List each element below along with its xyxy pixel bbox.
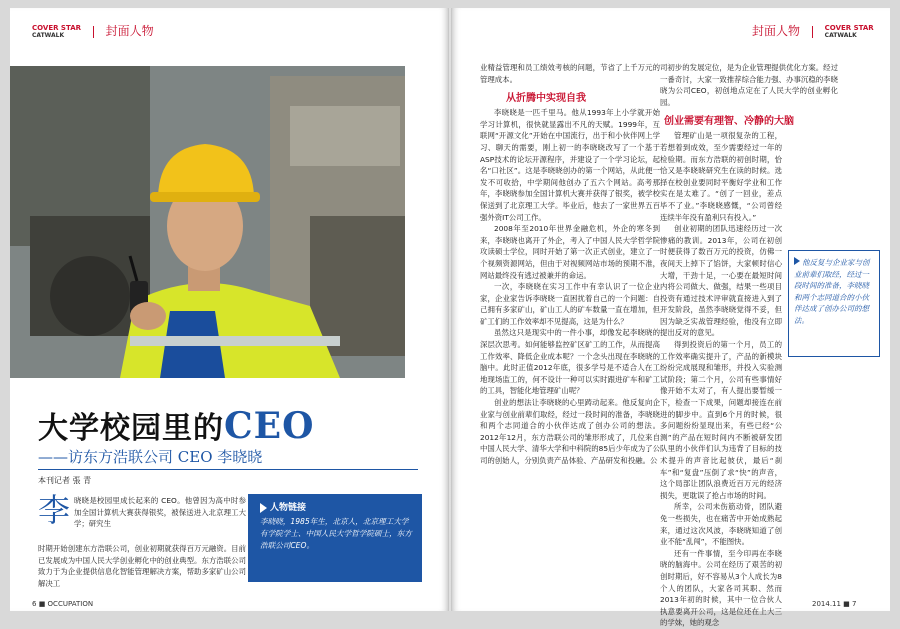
pull-quote: 他反复与企业家与创业前辈们取经，经过一段时间的准备，李晓晓和两个志同道合的小伙伴达成了创办公司的想法。	[788, 250, 880, 357]
cover-star-label: COVER STAR CATWALK	[32, 23, 82, 39]
header-divider	[812, 26, 813, 38]
article-subtitle: ——访东方浩联公司 CEO 李晓晓	[38, 448, 263, 466]
section-heading-1: 从折腾中实现自我	[506, 93, 586, 105]
section-label: 封面人物	[105, 24, 154, 38]
article-title: 大学校园里的CEO	[38, 405, 315, 447]
col1-p0: 业精益管理和员工绩效考核的问题，节省了上千万元的管理成本。	[480, 63, 660, 84]
arrow-icon	[260, 503, 267, 513]
col1-p5: 创业的想法让李晓晓的心里踌动起来。他反复向企业家与创业前辈们取经，经过一段时间的准备，李晓晓和两个志同道合的小伙伴达成了创办公司的想法。2012年12月，东方浩联公司的雏形形成了，几位来自中国人民大学、清华大学和中科院的85后少年成为了公司的创始人，分别负责产品体验、产品研发和投融。公	[480, 398, 660, 465]
quote-marker-icon	[794, 257, 800, 265]
column-1	[480, 62, 660, 467]
col1-p2: 2008年至2010年世界金融危机，外企的寒冬到来，李晓晓也离开了外企，考入了中国人民大学哲学院攻读硕士学位，同时开始了第一次正式创业，建立了一个视频资源网站，但由于对视频网站市场的预期不准，网站最终没有逃过被兼并的命运。	[480, 224, 660, 280]
left-footer: 6 ■ OCCUPATION	[32, 600, 94, 608]
left-header	[32, 22, 154, 40]
col1-p3: 一次，李晓晓在实习工作中有幸认识了一位企业家，企业家告诉李晓晓一直困扰着自己的一个问题：自己拥有多家矿山，矿山工人的矿车数量一直在增加，但矿工们的工作效率却不见提高，这是为什么？	[480, 282, 660, 326]
intro-paragraph-1: 晓晓是校园里成长起来的 CEO。他曾因为高中时参加全国计算机大赛获得银奖，被保送进入北京理工大学；研究生	[74, 496, 246, 529]
cover-star-label: COVER STAR CATWALK	[824, 23, 874, 39]
left-page	[10, 8, 448, 611]
link-box-text: 李晓晓，1985年生，北京人，北京理工大学有学院学士、中国人民大学哲学院硕士，东方浩联公司CEO。	[260, 517, 412, 550]
title-rule	[38, 469, 418, 470]
col2-p1: 管理矿山是一项很复杂的工程，若想着到成效，至少需要经过一年的检验期。而东方浩联的初创时期，恰恰又是李晓晓研究生在读的时候。选择在校创业要同时平衡好学业和工作实在是太难了。“创了一回业，差点毕不了业。”李晓晓感慨，“公司曾经连续半年没有盈利只有投入。”	[660, 131, 782, 222]
right-header	[752, 22, 874, 40]
col2-p3: 得到投资后的第一个月，员工的工作效率确实提升了，产品的新模块纷纷完成展现和雏形，并投入实验测试阶段；第二个月，公司有些事情好像开始不太对了，有人提出要暂缓一下，检查一下成果，问题却接连在前进的脚步中。直到6个月的时候，很多问题纷纷显现出来，有些已经“公测”的产品在短时间内不断被研发团队里的小伙伴们认为违背了目标的技术提升的声音比起彼伏，最后“刹车”和“复盘”压倒了求“快”的声音，这个局部让团队浪费近百万元的经济损失，更耽误了抢占市场的时间。	[660, 340, 782, 500]
person-link-box	[248, 494, 422, 582]
dropcap: 李	[38, 491, 71, 529]
section-label: 封面人物	[752, 24, 801, 38]
right-footer: 2014.11 ■ 7	[812, 600, 857, 608]
col2-p5: 还有一件事情，至今印再在李晓晓的脑海中。公司在经历了艰苦的初创时期后，好不容易从3个人成长为8个人的团队，大家各司其职、然而2013年初的时候，其中一位合伙人执意要离开公司，这是位还在上大三的学妹，她的观念	[660, 548, 782, 628]
col1-p4: 虽然这只是现实中的一件小事，却像发起李晓晓的深层次思考。如何能够监控矿区矿工的工作，从而提高工作效率、降低企业成本呢？一个念头出现在李晓晓的脑中。此时正值2012年底，很多学号是不适合人在工地现场监工的，何不设计一种可以实时跟进矿车和矿工的工具，智能化地管理矿山呢？	[480, 328, 660, 396]
cover-photo	[10, 66, 405, 378]
col2-p0: 司初步的发展定位，是为企业管理提供优化方案。经过一番奇讨，大家一致推荐综合能力强、办事沉稳的李晓晓为公司CEO，初创地点定在了人民大学的创业孵化园。	[660, 63, 838, 107]
intro-paragraph-2: 时期开始创建东方浩联公司，创业初期就获得百万元融资。目前已发展成为中国人民大学创业孵化中的创业典型。东方浩联公司致力于为企业提供信息化智能管理解决方案，帮助多家矿山公司解决工	[38, 544, 246, 588]
header-divider	[93, 26, 94, 38]
link-box-title: 人物链接	[260, 500, 306, 513]
col2-p4: 所幸，公司未伤筋动骨，团队避免一些损失，也在痛苦中开始成熟起来，通过这次风波，李晓晓知道了创业不能“乱闯”，不能图快。	[660, 502, 782, 547]
col2-p2: 创业初期的团队迅速经历过一次惨痛的教训。2013年，公司在初创时便获得了数百万元的投资，仿佛一夜间天上掉下了馅饼，大家顿时信心大增，干劲十足，一心要在最短时间内将公司做大、做强，结果一些项目投资有通过技术评审就直接进入到了开发阶段，虽然李晓晓觉得不妥，但因为缺乏实战管理经验，他没有立即提出反对的意见。	[660, 224, 782, 338]
section-heading-2: 创业需要有理智、冷静的大脑	[664, 116, 794, 128]
photo-illustration	[10, 66, 405, 378]
byline: 本刊记者 張 青	[38, 476, 92, 485]
col1-p1: 李晓晓是一匹千里马。他从1993年上小学就开始学习计算机，很快就显露出不凡的天赋。1999年，互联网“开源文化”开始在中国流行，出于和小伙伴网上学习、聊天的需要，刚上初一的李晓晓改写了一个基于ASP技术的论坛开源程序，并建设了一个学习论坛，起名“口社区”。这是李晓晓创办的第一个网站，从此便一发不可收拾，中学期间他创办了五六个网站。高考那年，李晓晓参加全国计算机大赛并获得了银奖，被学校保送到了北京理工大学。毕业后，他去了一家世界五百强外资IT公司工作。	[480, 108, 660, 222]
